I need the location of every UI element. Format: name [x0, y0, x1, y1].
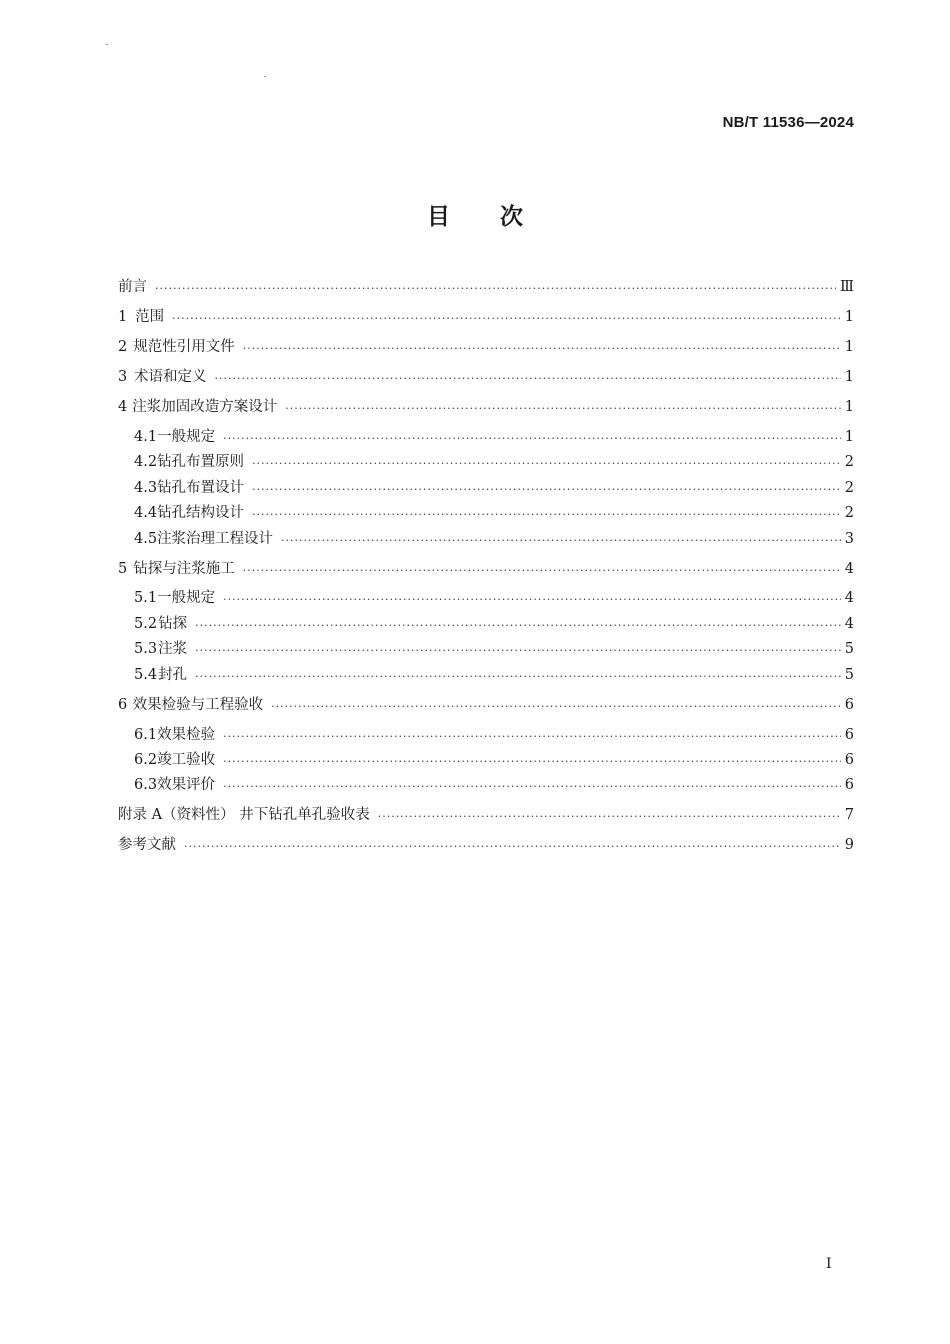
toc-page: 5	[844, 667, 854, 683]
toc-entry-5-1[interactable]	[134, 587, 854, 609]
toc-page: 2	[844, 505, 854, 521]
toc-page: Ⅲ	[840, 279, 854, 295]
toc-leader	[195, 668, 841, 686]
toc-number: 5.4	[134, 667, 158, 683]
toc-page: 4	[844, 561, 854, 577]
toc-entry-4-2[interactable]	[134, 451, 854, 473]
toc-leader	[215, 370, 841, 388]
toc-leader	[243, 562, 841, 580]
toc-leader	[243, 340, 841, 358]
toc-label: 钻探	[158, 616, 188, 632]
toc-number: 5.2	[134, 616, 158, 632]
toc-number: 1	[118, 309, 128, 325]
toc-entry-6-3[interactable]	[134, 774, 854, 796]
toc-leader	[195, 642, 841, 660]
toc-page: 1	[844, 339, 854, 355]
toc-label: 术语和定义	[134, 369, 207, 385]
toc-entry-4-1[interactable]	[134, 426, 854, 448]
toc-page: 1	[844, 369, 854, 385]
toc-entry-6-1[interactable]	[134, 724, 854, 746]
toc-number: 4.4	[134, 505, 158, 521]
toc-leader	[285, 400, 841, 418]
toc-number: 4.5	[134, 531, 158, 547]
toc-number: 6.2	[134, 752, 158, 768]
toc-page: 7	[844, 807, 854, 823]
toc-number: 6.3	[134, 777, 158, 793]
toc-entry-2[interactable]	[118, 336, 854, 358]
toc-label: 竣工验收	[157, 752, 216, 768]
toc-page: 2	[844, 454, 854, 470]
toc-page: 1	[844, 429, 854, 445]
toc-label: 前言	[118, 279, 147, 295]
toc-page: 3	[844, 531, 854, 547]
toc-page: 9	[844, 837, 854, 853]
toc-leader	[172, 310, 841, 328]
toc-leader	[223, 753, 841, 771]
toc-leader	[378, 808, 841, 826]
toc-page: 2	[844, 480, 854, 496]
toc-leader	[223, 591, 841, 609]
toc-label: 效果检验	[157, 727, 216, 743]
toc-leader	[223, 728, 841, 746]
toc-number: 4.2	[134, 454, 158, 470]
toc-label: 注浆	[158, 641, 188, 657]
toc-number: 4.3	[134, 480, 158, 496]
toc-label: 钻孔结构设计	[157, 505, 245, 521]
toc-entry-5-2[interactable]	[134, 613, 854, 635]
toc-page: 6	[844, 697, 854, 713]
toc-entry-bibliography[interactable]	[118, 834, 854, 856]
toc-leader	[155, 280, 836, 298]
toc-label: 附录 A（资料性） 井下钻孔单孔验收表	[118, 807, 370, 823]
toc-label: 注浆治理工程设计	[157, 531, 274, 547]
toc-page: 6	[844, 752, 854, 768]
toc-entry-6-2[interactable]	[134, 749, 854, 771]
toc-leader	[252, 506, 841, 524]
toc-leader	[271, 698, 841, 716]
toc-number: 5	[118, 561, 128, 577]
title-char-2: 次	[500, 204, 523, 230]
toc-label: 钻探与注浆施工	[133, 561, 235, 577]
toc-label: 效果检验与工程验收	[132, 697, 264, 713]
toc-leader	[223, 430, 841, 448]
toc-entry-3[interactable]	[118, 366, 854, 388]
toc-label: 一般规定	[157, 590, 216, 606]
toc-entry-4-5[interactable]	[134, 528, 854, 550]
toc-label: 封孔	[158, 667, 188, 683]
toc-number: 3	[118, 369, 128, 385]
toc-number: 6	[118, 697, 128, 713]
toc-entry-6[interactable]	[118, 694, 854, 716]
toc-leader	[195, 617, 841, 635]
toc-number: 4	[118, 399, 128, 415]
toc-entry-appendix-a[interactable]	[118, 804, 854, 826]
toc-page: 6	[844, 727, 854, 743]
toc-leader	[223, 778, 841, 796]
toc-page: 5	[844, 641, 854, 657]
toc-page: 1	[844, 309, 854, 325]
toc-page: 4	[844, 590, 854, 606]
toc-number: 4.1	[134, 429, 158, 445]
toc-number: 2	[118, 339, 128, 355]
scan-speck	[264, 76, 266, 77]
toc-entry-4[interactable]	[118, 396, 854, 418]
toc-entry-5-3[interactable]	[134, 638, 854, 660]
toc-label: 范围	[135, 309, 165, 325]
toc-leader	[184, 838, 841, 856]
toc-label: 钻孔布置设计	[157, 480, 245, 496]
toc-leader	[252, 455, 841, 473]
page-title	[0, 198, 950, 231]
toc-number: 6.1	[134, 727, 158, 743]
toc-label: 钻孔布置原则	[157, 454, 245, 470]
toc-number: 5.3	[134, 641, 158, 657]
standard-number: NB/T 11536—2024	[722, 114, 854, 131]
toc-page: 6	[844, 777, 854, 793]
toc-leader	[281, 532, 841, 550]
toc-number: 5.1	[134, 590, 158, 606]
scan-speck	[106, 44, 108, 45]
toc-entry-5-4[interactable]	[134, 664, 854, 686]
toc-label: 规范性引用文件	[133, 339, 235, 355]
page-folio: Ⅰ	[826, 1256, 832, 1272]
toc-leader	[252, 481, 841, 499]
toc-page: 1	[844, 399, 854, 415]
toc-entry-4-3[interactable]	[134, 477, 854, 499]
toc-entry-1[interactable]	[118, 306, 854, 328]
toc-page: 4	[844, 616, 854, 632]
toc-entry-foreword[interactable]	[118, 276, 854, 298]
toc-entry-5[interactable]	[118, 558, 854, 580]
toc-label: 效果评价	[157, 777, 216, 793]
title-char-1: 目	[427, 204, 450, 230]
toc-label: 参考文献	[118, 837, 176, 853]
toc-entry-4-4[interactable]	[134, 502, 854, 524]
toc-label: 一般规定	[157, 429, 216, 445]
toc-label: 注浆加固改造方案设计	[132, 399, 278, 415]
